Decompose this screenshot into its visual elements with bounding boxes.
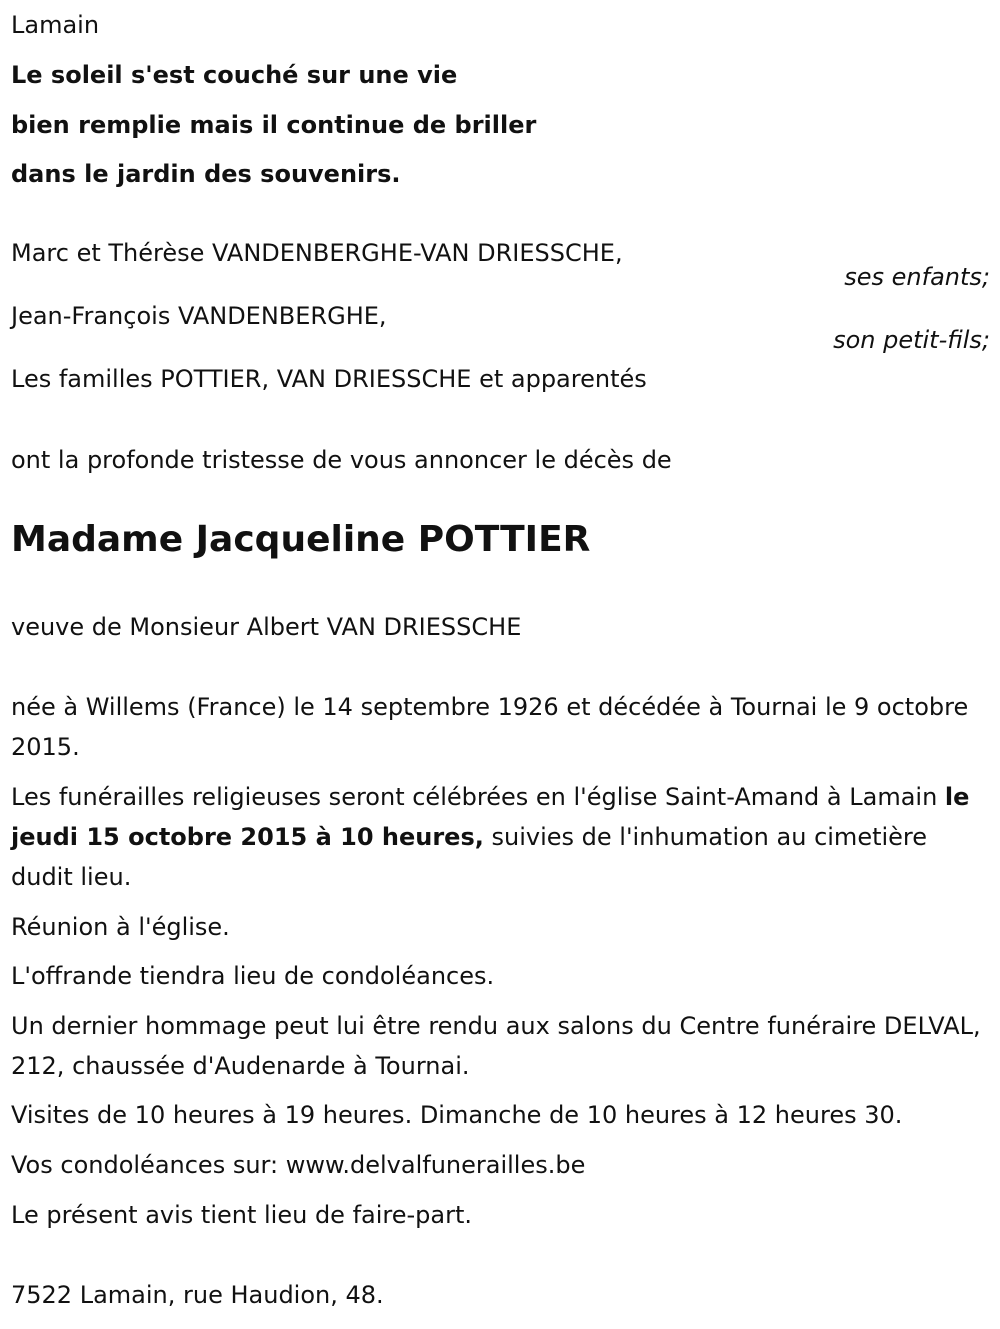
tribute-text: Un dernier hommage peut lui être rendu aux salons du Centre funéraire DELVAL, 212, chaussée d'Audenarde à Tournai. <box>11 1012 981 1080</box>
widow-of-text: veuve de Monsieur Albert VAN DRIESSCHE <box>11 613 522 641</box>
place-header: Lamain <box>11 11 100 39</box>
family-line-1: Marc et Thérèse VANDENBERGHE-VAN DRIESSCHE, <box>11 239 623 267</box>
funeral-date-bold: le jeudi 15 octobre 2015 à 10 heures, <box>11 783 970 851</box>
quote-line-3: dans le jardin des souvenirs. <box>11 160 401 188</box>
notice-text: Le présent avis tient lieu de faire-part. <box>11 1201 473 1229</box>
family-line-2: Jean-François VANDENBERGHE, <box>11 302 387 330</box>
family-line-3: Les familles POTTIER, VAN DRIESSCHE et apparentés <box>11 365 647 393</box>
announcement-text: ont la profonde tristesse de vous annoncer le décès de <box>11 446 672 474</box>
condolences-text: Vos condoléances sur: www.delvalfunerailles.be <box>11 1151 586 1179</box>
offering-text: L'offrande tiendra lieu de condoléances. <box>11 962 495 990</box>
address-text: 7522 Lamain, rue Haudion, 48. <box>11 1281 384 1309</box>
quote-line-2: bien remplie mais il continue de briller <box>11 111 537 139</box>
funeral-text-before: Les funérailles religieuses seront célébrées en l'église Saint-Amand à Lamain <box>11 783 945 811</box>
family-relation-2: son petit-fils; <box>833 326 990 354</box>
funeral-text-after: suivies de l'inhumation au cimetière dudit lieu. <box>11 823 928 891</box>
deceased-name: Madame Jacqueline POTTIER <box>11 519 591 560</box>
visits-text: Visites de 10 heures à 19 heures. Dimanche de 10 heures à 12 heures 30. <box>11 1101 903 1129</box>
quote-line-1: Le soleil s'est couché sur une vie <box>11 61 458 89</box>
family-relation-1: ses enfants; <box>844 263 990 291</box>
funeral-text <box>11 777 986 897</box>
birth-death-text: née à Willems (France) le 14 septembre 1926 et décédée à Tournai le 9 octobre 2015. <box>11 693 969 761</box>
reunion-text: Réunion à l'église. <box>11 913 230 941</box>
